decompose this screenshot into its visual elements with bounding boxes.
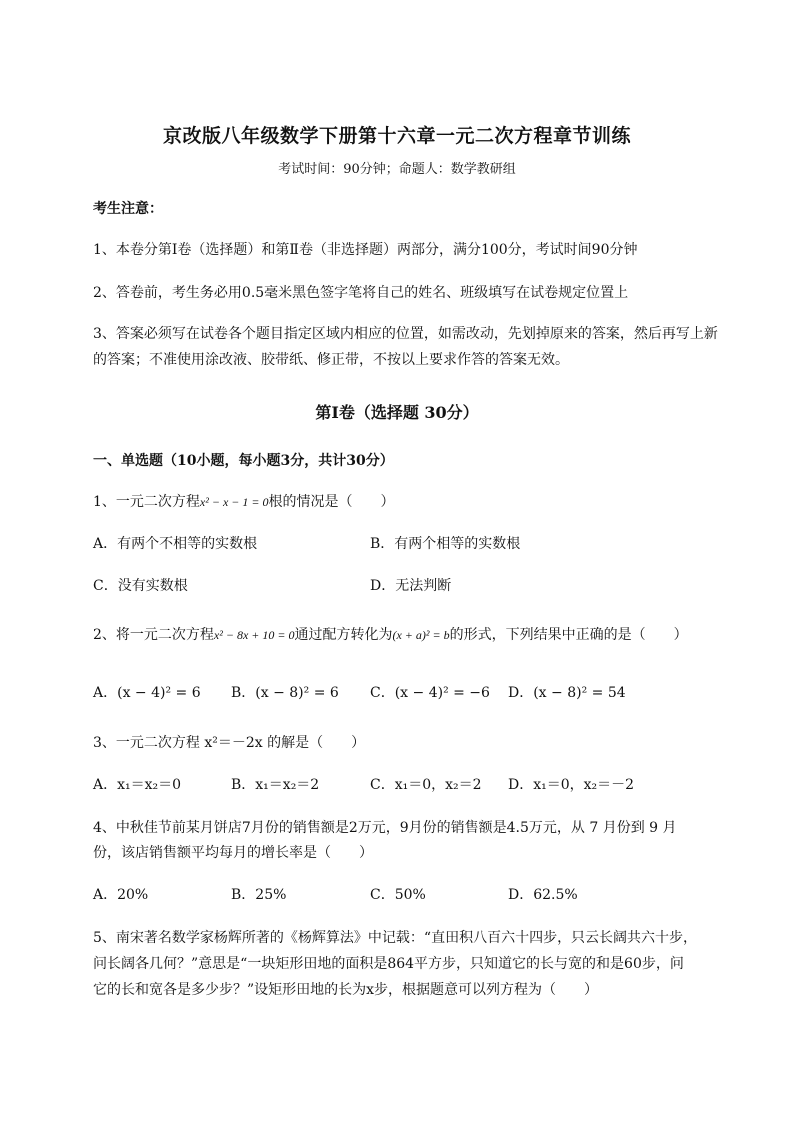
question-3-option-c[interactable]: C．x₁＝0，x₂＝2 [370,777,482,793]
question-5-line-3: 它的长和宽各是多少步？”设矩形田地的长为x步，根据题意可以列方程为（ ） [93,982,599,998]
question-2-option-d[interactable]: D．(x − 8)² = 54 [508,685,626,701]
question-2-option-c[interactable]: C．(x − 4)² = −6 [370,685,490,701]
question-1-option-a[interactable]: A．有两个不相等的实数根 [93,536,258,552]
notice-item-3-cont: 的答案；不准使用涂改液、胶带纸、修正带，不按以上要求作答的答案无效。 [93,352,569,368]
question-1-equation: x² − x − 1 = 0 [199,495,269,509]
question-1-option-d[interactable]: D．无法判断 [370,578,452,594]
question-3-option-b[interactable]: B．x₁＝x₂＝2 [231,777,320,793]
question-3-option-a[interactable]: A．x₁＝x₂＝0 [93,777,182,793]
question-2-suffix: 的形式，下列结果中正确的是（ ） [449,627,688,643]
notice-item-1: 1、本卷分第Ⅰ卷（选择题）和第Ⅱ卷（非选择题）两部分，满分100分，考试时间90分钟 [93,242,638,258]
question-2-prefix: 2、将一元二次方程 [93,627,214,643]
question-1-prefix: 1、一元二次方程 [93,494,200,510]
part1-title: 第Ⅰ卷（选择题 30分） [315,403,479,422]
question-5-line-2: 问长阔各几何？”意思是“一块矩形田地的面积是864平方步，只知道它的长与宽的和是60步，问 [93,956,684,972]
question-1 [93,492,394,512]
question-5-line-1: 5、南宋著名数学家杨辉所著的《杨辉算法》中记载：“直田积八百六十四步，只云长阔共六十步， [93,930,698,946]
question-2-option-b[interactable]: B．(x − 8)² = 6 [231,685,339,701]
question-2-middle: 通过配方转化为 [294,627,393,643]
question-1-option-c[interactable]: C．没有实数根 [93,578,188,594]
question-4-option-a[interactable]: A．20% [93,887,149,903]
question-1-suffix: 根的情况是（ ） [268,494,395,510]
notice-item-3: 3、答案必须写在试卷各个题目指定区域内相应的位置，如需改动，先划掉原来的答案，然后再写上新 [93,326,718,342]
notice-item-2: 2、答卷前，考生务必用0.5毫米黑色签字笔将自己的姓名、班级填写在试卷规定位置上 [93,285,629,301]
question-4-line-2: 份，该店销售额平均每月的增长率是（ ） [93,845,373,861]
notice-heading: 考生注意： [93,201,163,217]
question-1-option-b[interactable]: B．有两个相等的实数根 [370,536,521,552]
exam-title: 京改版八年级数学下册第十六章一元二次方程章节训练 [162,125,631,147]
question-4-line-1: 4、中秋佳节前某月饼店7月份的销售额是2万元，9月份的销售额是4.5万元，从 7 月份到 9 月 [93,820,677,836]
question-4-option-d[interactable]: D．62.5% [508,887,578,903]
question-2 [93,625,688,645]
question-2-form: (x + a)² = b [392,628,450,642]
question-2-option-a[interactable]: A．(x − 4)² = 6 [93,685,201,701]
question-2-equation: x² − 8x + 10 = 0 [213,628,295,642]
exam-subtitle: 考试时间：90分钟；命题人：数学教研组 [278,162,516,177]
question-4-option-b[interactable]: B．25% [231,887,287,903]
question-3: 3、一元二次方程 x²＝－2x 的解是（ ） [93,735,366,751]
question-4-option-c[interactable]: C．50% [370,887,426,903]
section-heading: 一、单选题（10小题，每小题3分，共计30分） [93,453,394,469]
question-3-option-d[interactable]: D．x₁＝0，x₂＝－2 [508,777,635,793]
